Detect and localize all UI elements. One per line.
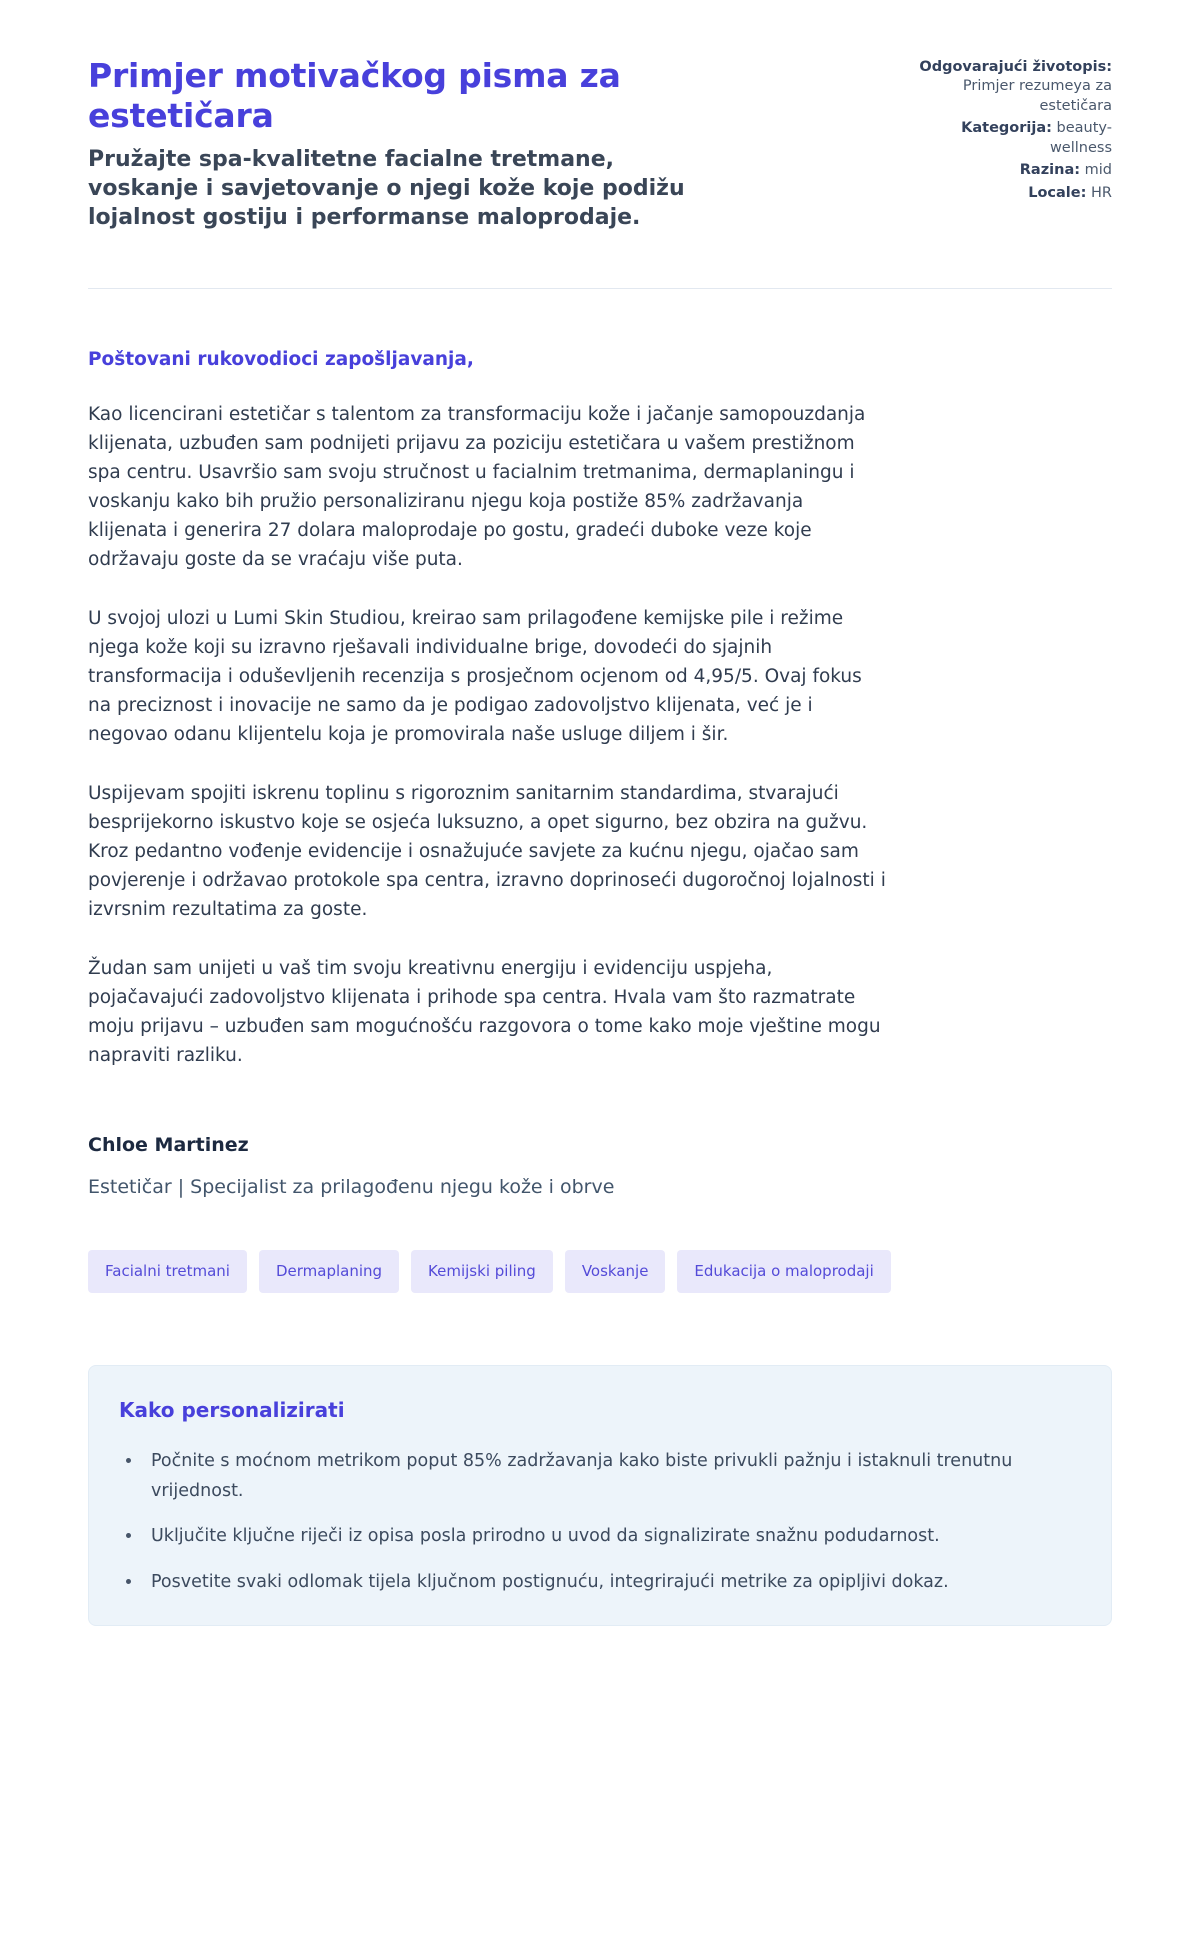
meta-row: [912, 119, 1112, 158]
header-title-block: [88, 56, 728, 232]
meta-label: Kategorija:: [961, 120, 1052, 137]
tip-item: • Posvetite svaki odlomak tijela ključnom postignuću, integrirajući metrike za opipljivi dokaz.: [143, 1567, 1023, 1597]
skill-tag: Kemijski piling: [411, 1250, 553, 1293]
skill-tags: [88, 1250, 1112, 1293]
header-divider: [88, 288, 1112, 289]
signature-title: Estetičar | Specijalist za prilagođenu njegu kože i obrve: [88, 1176, 615, 1199]
skill-tag: Dermaplaning: [259, 1250, 399, 1293]
letter-paragraphs: [88, 400, 888, 1071]
tip-item: • Uključite ključne riječi iz opisa posla prirodno u uvod da signalizirate snažnu podudarnost.: [143, 1521, 1023, 1551]
tips-heading: Kako personalizirati: [119, 1398, 345, 1423]
meta-value: mid: [1084, 162, 1112, 179]
skill-tag: Edukacija o maloprodaji: [677, 1250, 890, 1293]
cover-letter-page: [88, 0, 1112, 1666]
meta-row: [912, 161, 1112, 180]
meta-label: Razina:: [1019, 162, 1081, 179]
letter-paragraph: Žudan sam unijeti u vaš tim svoju kreativnu energiju i evidenciju uspjeha, pojačavajući zadovoljstvo klijenata i prihode spa centra. Hvala vam što razmatrate moju prijavu – uzbuđen sam mogućnošću razgovora o tome kako moje vještine mogu napraviti razliku.: [88, 958, 881, 1067]
meta-value: Primjer rezumeya za estetičara: [962, 78, 1112, 114]
letter-paragraph: Kao licencirani estetičar s talentom za transformaciju kože i jačanje samopouzdanja klijenata, uzbuđen sam podnijeti prijavu za poziciju estetičara u vašem prestižnom spa centru. Usavršio sam svoju stručnost u facialnim tretmanima, dermaplaningu i voskanju kako bih pružio personaliziranu njegu koja postiže 85% zadržavanja klijenata i generira 27 dolara maloprodaje po gostu, gradeći duboke veze koje održavaju goste da se vraćaju više puta.: [88, 403, 866, 570]
meta-row: [912, 58, 1112, 116]
meta-label: Locale:: [1028, 184, 1087, 201]
page-subtitle: Pružajte spa-kvalitetne facialne tretmane, voskanje i savjetovanje o njegi kože koje podižu lojalnost gostiju i performanse maloprodaje.: [88, 146, 685, 230]
meta-row: [912, 184, 1112, 203]
signature-name: Chloe Martinez: [88, 1134, 249, 1157]
skill-tag: Facialni tretmani: [88, 1250, 247, 1293]
page-title: Primjer motivačkog pisma za estetičara: [88, 56, 621, 136]
meta-value: HR: [1091, 184, 1112, 201]
letter-body: [88, 349, 888, 1199]
meta-value: beauty-wellness: [1049, 120, 1112, 156]
personalization-tips-box: [88, 1365, 1112, 1625]
tips-list: [119, 1446, 1077, 1596]
header: [88, 56, 1112, 232]
letter-greeting: Poštovani rukovodioci zapošljavanja,: [88, 348, 474, 370]
meta-label: Odgovarajući životopis:: [919, 59, 1112, 75]
letter-paragraph: U svojoj ulozi u Lumi Skin Studiou, kreirao sam prilagođene kemijske pile i režime njega kože koji su izravno rješavali individualne brige, dovodeći do sjajnih transformacija i oduševljenih recenzija s prosječnom ocjenom od 4,95/5. Ovaj fokus na preciznost i inovacije ne samo da je podigao zadovoljstvo klijenata, već je i negovao odanu klijentelu koja je promovirala naše usluge diljem i šir.: [88, 607, 862, 745]
tip-item: • Počnite s moćnom metrikom poput 85% zadržavanja kako biste privukli pažnju i istaknuli trenutnu vrijednost.: [143, 1446, 1023, 1506]
letter-paragraph: Uspijevam spojiti iskrenu toplinu s rigoroznim sanitarnim standardima, stvarajući besprijekorno iskustvo koje se osjeća luksuzno, a opet sigurno, bez obzira na gužvu. Kroz pedantno vođenje evidencije i osnažujuće savjete za kućnu njegu, ojačao sam povjerenje i održavao protokole spa centra, izravno doprinoseći dugoročnoj lojalnosti i izvrsnim rezultatima za goste.: [88, 782, 886, 921]
meta-panel: [912, 58, 1112, 206]
skill-tag: Voskanje: [565, 1250, 666, 1293]
